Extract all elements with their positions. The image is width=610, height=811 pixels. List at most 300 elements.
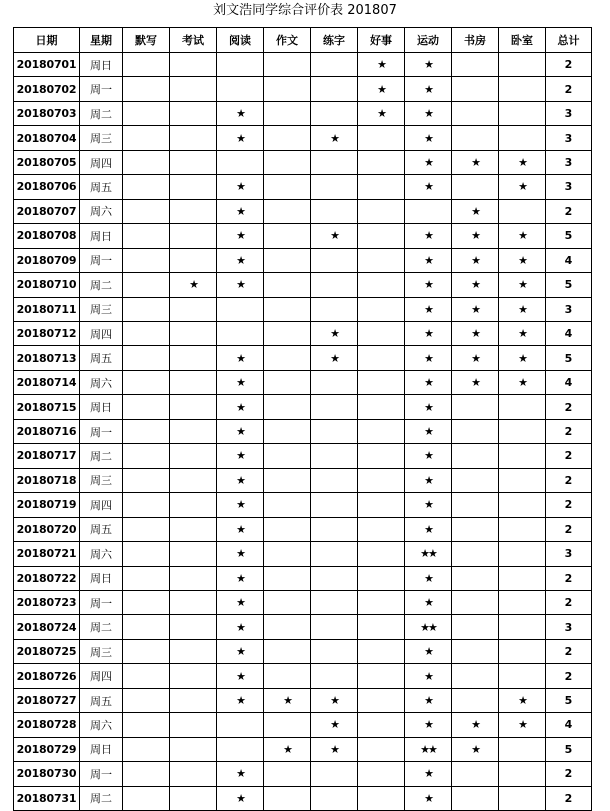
reading-star-cell	[217, 53, 264, 77]
exercise-star-cell: ★	[405, 297, 452, 321]
study-room-star-cell	[452, 101, 499, 125]
reading-star-cell: ★	[217, 542, 264, 566]
weekday-cell: 周一	[80, 248, 123, 272]
handwriting-star-cell: ★	[311, 224, 358, 248]
bedroom-star-cell: ★	[499, 321, 546, 345]
reading-star-cell: ★	[217, 273, 264, 297]
date-cell: 20180711	[14, 297, 80, 321]
study-room-star-cell: ★	[452, 713, 499, 737]
exam-star-cell	[170, 53, 217, 77]
weekday-cell: 周四	[80, 493, 123, 517]
exam-star-cell	[170, 297, 217, 321]
study-room-star-cell	[452, 468, 499, 492]
study-room-star-cell	[452, 517, 499, 541]
bedroom-star-cell: ★	[499, 150, 546, 174]
composition-star-cell	[264, 786, 311, 810]
table-row	[14, 444, 592, 468]
table-row	[14, 468, 592, 492]
handwriting-star-cell	[311, 419, 358, 443]
composition-star-cell	[264, 493, 311, 517]
table-row	[14, 566, 592, 590]
reading-star-cell: ★	[217, 248, 264, 272]
study-room-star-cell: ★	[452, 297, 499, 321]
exam-star-cell	[170, 615, 217, 639]
study-room-star-cell	[452, 566, 499, 590]
bedroom-star-cell: ★	[499, 346, 546, 370]
bedroom-star-cell	[499, 126, 546, 150]
reading-star-cell: ★	[217, 468, 264, 492]
good-deed-star-cell	[358, 297, 405, 321]
dictation-star-cell	[123, 542, 170, 566]
good-deed-star-cell	[358, 517, 405, 541]
exercise-star-cell: ★	[405, 395, 452, 419]
dictation-star-cell	[123, 688, 170, 712]
date-cell: 20180713	[14, 346, 80, 370]
table-row	[14, 101, 592, 125]
total-cell: 2	[546, 786, 592, 810]
handwriting-star-cell	[311, 273, 358, 297]
composition-star-cell	[264, 762, 311, 786]
study-room-star-cell: ★	[452, 224, 499, 248]
bedroom-star-cell	[499, 566, 546, 590]
reading-star-cell: ★	[217, 199, 264, 223]
date-cell: 20180701	[14, 53, 80, 77]
total-cell: 2	[546, 762, 592, 786]
table-row	[14, 786, 592, 810]
total-cell: 5	[546, 224, 592, 248]
dictation-star-cell	[123, 297, 170, 321]
table-row	[14, 395, 592, 419]
exercise-star-cell: ★	[405, 762, 452, 786]
total-cell: 3	[546, 126, 592, 150]
dictation-star-cell	[123, 248, 170, 272]
total-cell: 2	[546, 493, 592, 517]
table-row	[14, 175, 592, 199]
exam-star-cell	[170, 444, 217, 468]
composition-star-cell	[264, 395, 311, 419]
column-header-composition: 作文	[264, 28, 311, 53]
weekday-cell: 周三	[80, 297, 123, 321]
bedroom-star-cell	[499, 101, 546, 125]
good-deed-star-cell	[358, 273, 405, 297]
handwriting-star-cell	[311, 53, 358, 77]
reading-star-cell: ★	[217, 688, 264, 712]
table-row	[14, 321, 592, 345]
handwriting-star-cell: ★	[311, 713, 358, 737]
study-room-star-cell	[452, 175, 499, 199]
date-cell: 20180719	[14, 493, 80, 517]
reading-star-cell	[217, 150, 264, 174]
handwriting-star-cell	[311, 566, 358, 590]
table-row	[14, 517, 592, 541]
good-deed-star-cell	[358, 321, 405, 345]
weekday-cell: 周二	[80, 273, 123, 297]
composition-star-cell	[264, 639, 311, 663]
reading-star-cell: ★	[217, 395, 264, 419]
total-cell: 2	[546, 419, 592, 443]
composition-star-cell	[264, 713, 311, 737]
good-deed-star-cell	[358, 688, 405, 712]
handwriting-star-cell	[311, 493, 358, 517]
exercise-star-cell: ★	[405, 590, 452, 614]
dictation-star-cell	[123, 126, 170, 150]
table-row	[14, 542, 592, 566]
weekday-cell: 周一	[80, 77, 123, 101]
reading-star-cell: ★	[217, 419, 264, 443]
good-deed-star-cell	[358, 346, 405, 370]
date-cell: 20180717	[14, 444, 80, 468]
dictation-star-cell	[123, 639, 170, 663]
total-cell: 5	[546, 273, 592, 297]
dictation-star-cell	[123, 762, 170, 786]
handwriting-star-cell	[311, 664, 358, 688]
weekday-cell: 周二	[80, 444, 123, 468]
exercise-star-cell: ★	[405, 77, 452, 101]
composition-star-cell	[264, 664, 311, 688]
study-room-star-cell	[452, 395, 499, 419]
handwriting-star-cell	[311, 199, 358, 223]
good-deed-star-cell	[358, 248, 405, 272]
table-row	[14, 199, 592, 223]
reading-star-cell: ★	[217, 224, 264, 248]
exam-star-cell	[170, 590, 217, 614]
date-cell: 20180709	[14, 248, 80, 272]
bedroom-star-cell	[499, 664, 546, 688]
good-deed-star-cell	[358, 737, 405, 761]
exercise-star-cell: ★	[405, 248, 452, 272]
weekday-cell: 周日	[80, 737, 123, 761]
table-row	[14, 419, 592, 443]
good-deed-star-cell	[358, 566, 405, 590]
dictation-star-cell	[123, 101, 170, 125]
handwriting-star-cell: ★	[311, 321, 358, 345]
bedroom-star-cell: ★	[499, 297, 546, 321]
good-deed-star-cell: ★	[358, 53, 405, 77]
handwriting-star-cell	[311, 297, 358, 321]
exam-star-cell	[170, 248, 217, 272]
exam-star-cell	[170, 762, 217, 786]
bedroom-star-cell	[499, 639, 546, 663]
date-cell: 20180728	[14, 713, 80, 737]
table-row	[14, 370, 592, 394]
study-room-star-cell	[452, 664, 499, 688]
dictation-star-cell	[123, 786, 170, 810]
good-deed-star-cell	[358, 713, 405, 737]
weekday-cell: 周日	[80, 566, 123, 590]
column-header-handwriting: 练字	[311, 28, 358, 53]
study-room-star-cell	[452, 688, 499, 712]
weekday-cell: 周二	[80, 615, 123, 639]
bedroom-star-cell: ★	[499, 175, 546, 199]
total-cell: 4	[546, 370, 592, 394]
handwriting-star-cell	[311, 542, 358, 566]
table-row	[14, 688, 592, 712]
weekday-cell: 周四	[80, 321, 123, 345]
total-cell: 2	[546, 566, 592, 590]
weekday-cell: 周四	[80, 664, 123, 688]
bedroom-star-cell	[499, 786, 546, 810]
handwriting-star-cell	[311, 615, 358, 639]
good-deed-star-cell	[358, 590, 405, 614]
bedroom-star-cell: ★	[499, 370, 546, 394]
bedroom-star-cell	[499, 419, 546, 443]
total-cell: 5	[546, 737, 592, 761]
composition-star-cell	[264, 77, 311, 101]
dictation-star-cell	[123, 346, 170, 370]
date-cell: 20180731	[14, 786, 80, 810]
date-cell: 20180721	[14, 542, 80, 566]
handwriting-star-cell	[311, 468, 358, 492]
study-room-star-cell	[452, 639, 499, 663]
composition-star-cell	[264, 273, 311, 297]
exercise-star-cell: ★	[405, 224, 452, 248]
date-cell: 20180730	[14, 762, 80, 786]
exercise-star-cell: ★	[405, 370, 452, 394]
exercise-star-cell: ★	[405, 346, 452, 370]
total-cell: 2	[546, 199, 592, 223]
composition-star-cell	[264, 150, 311, 174]
date-cell: 20180712	[14, 321, 80, 345]
date-cell: 20180722	[14, 566, 80, 590]
date-cell: 20180710	[14, 273, 80, 297]
study-room-star-cell	[452, 786, 499, 810]
date-cell: 20180704	[14, 126, 80, 150]
good-deed-star-cell	[358, 468, 405, 492]
handwriting-star-cell	[311, 175, 358, 199]
bedroom-star-cell: ★	[499, 713, 546, 737]
total-cell: 5	[546, 346, 592, 370]
reading-star-cell: ★	[217, 664, 264, 688]
exam-star-cell	[170, 126, 217, 150]
study-room-star-cell	[452, 419, 499, 443]
total-cell: 4	[546, 248, 592, 272]
good-deed-star-cell	[358, 664, 405, 688]
study-room-star-cell	[452, 590, 499, 614]
dictation-star-cell	[123, 590, 170, 614]
column-header-weekday: 星期	[80, 28, 123, 53]
composition-star-cell: ★	[264, 737, 311, 761]
weekday-cell: 周六	[80, 542, 123, 566]
bedroom-star-cell	[499, 762, 546, 786]
good-deed-star-cell	[358, 126, 405, 150]
study-room-star-cell	[452, 126, 499, 150]
evaluation-table	[13, 27, 592, 811]
composition-star-cell	[264, 419, 311, 443]
total-cell: 5	[546, 688, 592, 712]
dictation-star-cell	[123, 175, 170, 199]
date-cell: 20180724	[14, 615, 80, 639]
bedroom-star-cell	[499, 53, 546, 77]
reading-star-cell: ★	[217, 590, 264, 614]
total-cell: 2	[546, 517, 592, 541]
exercise-star-cell: ★	[405, 150, 452, 174]
handwriting-star-cell	[311, 101, 358, 125]
composition-star-cell	[264, 346, 311, 370]
reading-star-cell	[217, 297, 264, 321]
table-row	[14, 248, 592, 272]
good-deed-star-cell	[358, 199, 405, 223]
exam-star-cell: ★	[170, 273, 217, 297]
column-header-bedroom: 卧室	[499, 28, 546, 53]
good-deed-star-cell	[358, 370, 405, 394]
composition-star-cell	[264, 517, 311, 541]
bedroom-star-cell	[499, 493, 546, 517]
weekday-cell: 周三	[80, 639, 123, 663]
weekday-cell: 周五	[80, 517, 123, 541]
exam-star-cell	[170, 737, 217, 761]
dictation-star-cell	[123, 517, 170, 541]
weekday-cell: 周二	[80, 101, 123, 125]
dictation-star-cell	[123, 713, 170, 737]
total-cell: 2	[546, 53, 592, 77]
dictation-star-cell	[123, 224, 170, 248]
table-row	[14, 493, 592, 517]
good-deed-star-cell	[358, 175, 405, 199]
total-cell: 2	[546, 590, 592, 614]
composition-star-cell	[264, 542, 311, 566]
handwriting-star-cell	[311, 786, 358, 810]
exercise-star-cell: ★	[405, 468, 452, 492]
composition-star-cell	[264, 468, 311, 492]
total-cell: 2	[546, 639, 592, 663]
dictation-star-cell	[123, 321, 170, 345]
exam-star-cell	[170, 150, 217, 174]
study-room-star-cell	[452, 493, 499, 517]
exam-star-cell	[170, 370, 217, 394]
dictation-star-cell	[123, 468, 170, 492]
bedroom-star-cell: ★	[499, 248, 546, 272]
total-cell: 3	[546, 175, 592, 199]
study-room-star-cell	[452, 542, 499, 566]
handwriting-star-cell: ★	[311, 346, 358, 370]
study-room-star-cell	[452, 77, 499, 101]
reading-star-cell: ★	[217, 101, 264, 125]
exercise-star-cell: ★	[405, 53, 452, 77]
exercise-star-cell: ★	[405, 175, 452, 199]
reading-star-cell	[217, 713, 264, 737]
weekday-cell: 周五	[80, 175, 123, 199]
composition-star-cell	[264, 370, 311, 394]
weekday-cell: 周一	[80, 419, 123, 443]
study-room-star-cell: ★	[452, 150, 499, 174]
composition-star-cell	[264, 590, 311, 614]
dictation-star-cell	[123, 615, 170, 639]
exam-star-cell	[170, 493, 217, 517]
date-cell: 20180707	[14, 199, 80, 223]
total-cell: 2	[546, 664, 592, 688]
weekday-cell: 周日	[80, 224, 123, 248]
date-cell: 20180725	[14, 639, 80, 663]
handwriting-star-cell	[311, 444, 358, 468]
bedroom-star-cell	[499, 542, 546, 566]
weekday-cell: 周六	[80, 199, 123, 223]
good-deed-star-cell	[358, 762, 405, 786]
good-deed-star-cell	[358, 224, 405, 248]
exam-star-cell	[170, 688, 217, 712]
weekday-cell: 周五	[80, 346, 123, 370]
good-deed-star-cell: ★	[358, 101, 405, 125]
exam-star-cell	[170, 517, 217, 541]
total-cell: 4	[546, 713, 592, 737]
bedroom-star-cell	[499, 737, 546, 761]
column-header-reading: 阅读	[217, 28, 264, 53]
handwriting-star-cell	[311, 517, 358, 541]
composition-star-cell	[264, 175, 311, 199]
date-cell: 20180723	[14, 590, 80, 614]
table-row	[14, 53, 592, 77]
reading-star-cell: ★	[217, 762, 264, 786]
exam-star-cell	[170, 542, 217, 566]
reading-star-cell	[217, 77, 264, 101]
weekday-cell: 周四	[80, 150, 123, 174]
date-cell: 20180727	[14, 688, 80, 712]
exercise-star-cell	[405, 199, 452, 223]
dictation-star-cell	[123, 273, 170, 297]
study-room-star-cell: ★	[452, 737, 499, 761]
study-room-star-cell	[452, 762, 499, 786]
exercise-star-cell: ★	[405, 321, 452, 345]
exercise-star-cell: ★	[405, 444, 452, 468]
good-deed-star-cell	[358, 786, 405, 810]
bedroom-star-cell	[499, 444, 546, 468]
date-cell: 20180705	[14, 150, 80, 174]
total-cell: 2	[546, 444, 592, 468]
column-header-good-deed: 好事	[358, 28, 405, 53]
good-deed-star-cell	[358, 395, 405, 419]
date-cell: 20180716	[14, 419, 80, 443]
sheet-title: 刘文浩同学综合评价表 201807	[213, 3, 397, 18]
reading-star-cell: ★	[217, 175, 264, 199]
reading-star-cell: ★	[217, 493, 264, 517]
dictation-star-cell	[123, 419, 170, 443]
table-row	[14, 297, 592, 321]
table-row	[14, 615, 592, 639]
total-cell: 2	[546, 468, 592, 492]
study-room-star-cell: ★	[452, 273, 499, 297]
handwriting-star-cell	[311, 248, 358, 272]
weekday-cell: 周三	[80, 126, 123, 150]
table-row	[14, 346, 592, 370]
dictation-star-cell	[123, 737, 170, 761]
dictation-star-cell	[123, 77, 170, 101]
table-row	[14, 639, 592, 663]
total-cell: 4	[546, 321, 592, 345]
dictation-star-cell	[123, 444, 170, 468]
table-row	[14, 126, 592, 150]
total-cell: 3	[546, 542, 592, 566]
reading-star-cell: ★	[217, 444, 264, 468]
reading-star-cell: ★	[217, 517, 264, 541]
exam-star-cell	[170, 101, 217, 125]
reading-star-cell: ★	[217, 370, 264, 394]
date-cell: 20180726	[14, 664, 80, 688]
exercise-star-cell: ★	[405, 713, 452, 737]
bedroom-star-cell: ★	[499, 273, 546, 297]
reading-star-cell	[217, 321, 264, 345]
composition-star-cell	[264, 248, 311, 272]
good-deed-star-cell	[358, 493, 405, 517]
good-deed-star-cell: ★	[358, 77, 405, 101]
weekday-cell: 周日	[80, 395, 123, 419]
exercise-star-cell: ★	[405, 664, 452, 688]
exercise-star-cell: ★	[405, 786, 452, 810]
composition-star-cell	[264, 224, 311, 248]
exam-star-cell	[170, 419, 217, 443]
dictation-star-cell	[123, 566, 170, 590]
date-cell: 20180708	[14, 224, 80, 248]
date-cell: 20180706	[14, 175, 80, 199]
table-row	[14, 713, 592, 737]
